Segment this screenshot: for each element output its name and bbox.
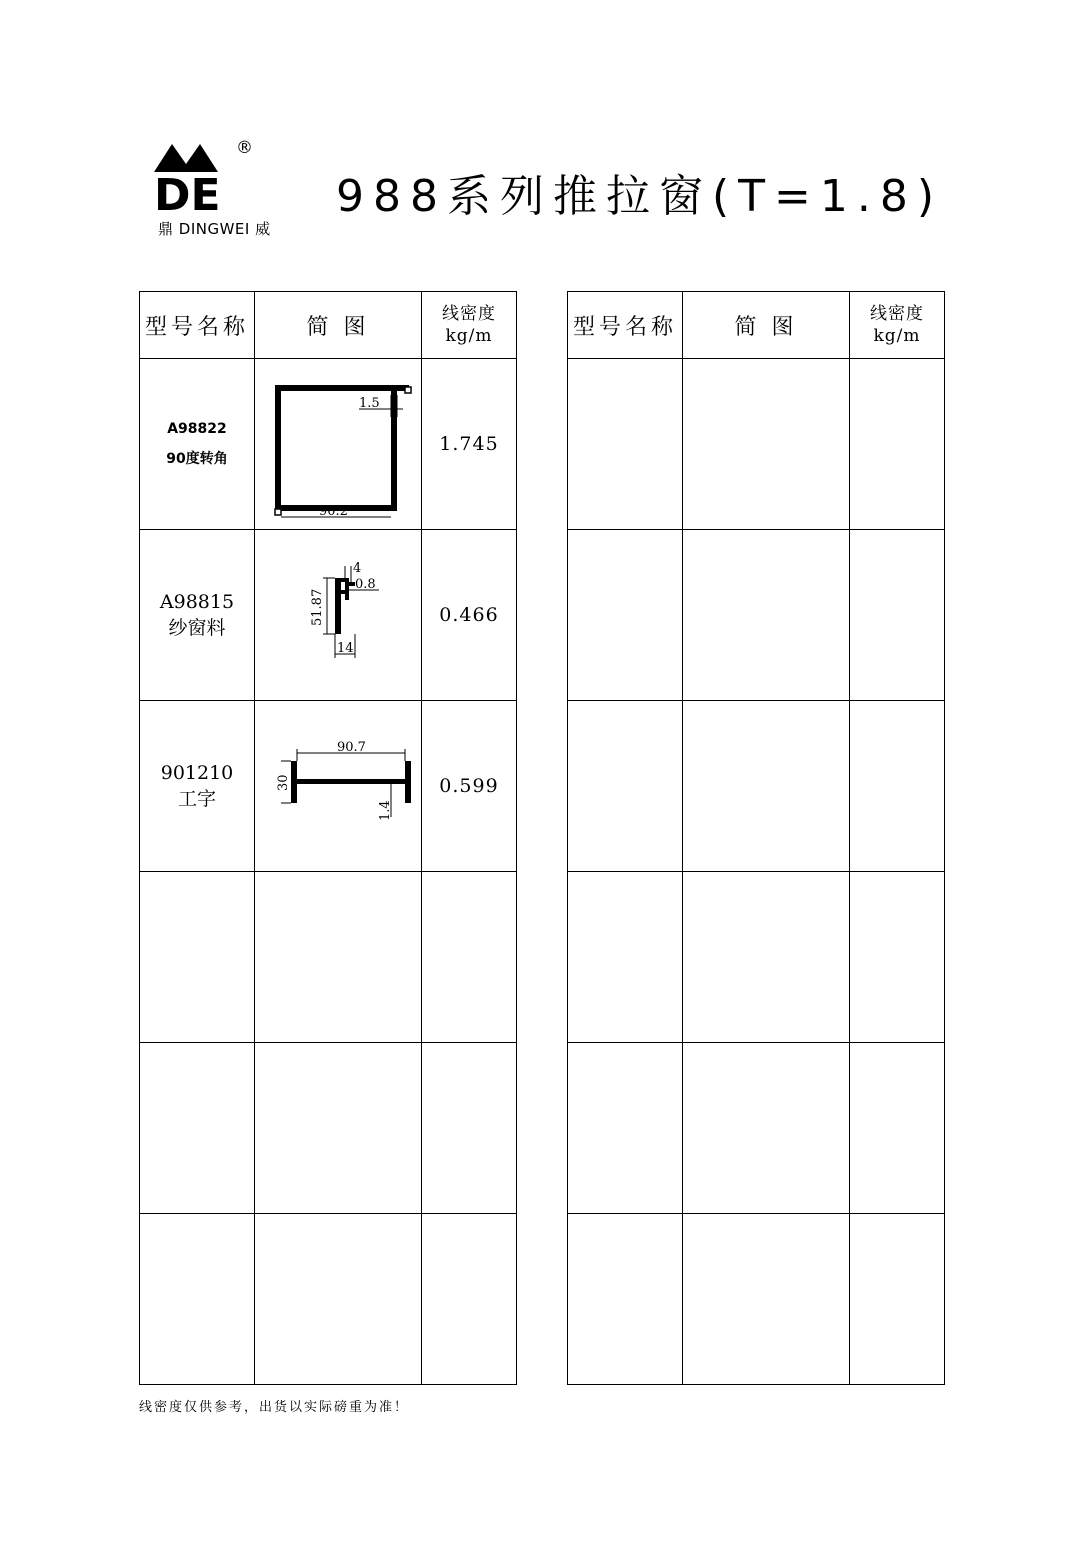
footnote: 线密度仅供参考，出货以实际磅重为准！ [139, 1400, 410, 1415]
table-header-row [568, 292, 945, 359]
registered-mark: ® [236, 138, 253, 158]
table-row [140, 359, 517, 530]
profile-table-right [567, 291, 945, 1385]
table-row-empty [568, 872, 945, 1043]
density-cell [422, 530, 517, 701]
table-row-empty [568, 1214, 945, 1385]
header-density-label: 线密度 [870, 304, 924, 324]
model-name: 工字 [177, 788, 216, 810]
table-row-empty [568, 530, 945, 701]
dim-label: 30 [276, 774, 291, 791]
model-name-cell [140, 530, 255, 701]
table-row [140, 701, 517, 872]
model-name: 纱窗料 [168, 617, 226, 639]
header-model-name: 型号名称 [140, 292, 255, 359]
density-cell [422, 701, 517, 872]
table-row-empty [568, 1043, 945, 1214]
figure-cell [255, 359, 422, 530]
header-density-unit: kg/m [873, 326, 921, 346]
header-figure: 简 图 [255, 292, 422, 359]
density-value: 1.745 [439, 433, 499, 455]
logo-letters: DE [154, 170, 221, 212]
brand-text: 鼎 DINGWEI 威 [158, 220, 271, 238]
i-beam-profile-icon [263, 741, 413, 831]
model-code: A98822 [167, 421, 227, 437]
model-name-cell [140, 359, 255, 530]
density-cell [422, 359, 517, 530]
table-row-empty [140, 872, 517, 1043]
dim-label: 90.7 [337, 741, 366, 755]
dingwei-logo-icon [150, 138, 234, 212]
table-row [140, 530, 517, 701]
screen-profile-icon [273, 560, 403, 670]
brand-logo [150, 138, 300, 238]
figure-cell [255, 530, 422, 701]
header-density-unit: kg/m [445, 326, 493, 346]
model-code: 901210 [160, 762, 234, 784]
header-model-name: 型号名称 [568, 292, 683, 359]
table-row-empty [140, 1214, 517, 1385]
header-density-label: 线密度 [442, 304, 496, 324]
dim-label: 51.87 [310, 588, 325, 626]
page-title: 988系列推拉窗(T=1.8) [336, 171, 944, 222]
table-row-empty [568, 701, 945, 872]
square-corner-profile-icon [263, 369, 413, 519]
header-density [850, 292, 945, 359]
dim-label: 4 [353, 561, 362, 576]
dim-label: 1.4 [378, 800, 393, 821]
dim-label: 0.8 [355, 577, 376, 592]
profile-table-left [139, 291, 517, 1385]
model-code: A98815 [159, 591, 235, 613]
dim-label: 1.5 [359, 396, 380, 411]
density-value: 0.466 [439, 604, 499, 626]
table-header-row [140, 292, 517, 359]
dim-label: 90.2 [319, 504, 348, 519]
density-value: 0.599 [439, 775, 499, 797]
model-name-cell [140, 701, 255, 872]
model-name: 90度转角 [166, 451, 228, 467]
figure-cell [255, 701, 422, 872]
table-row-empty [568, 359, 945, 530]
header-density [422, 292, 517, 359]
dim-label: 14 [337, 641, 354, 656]
header-figure: 简 图 [683, 292, 850, 359]
table-row-empty [140, 1043, 517, 1214]
